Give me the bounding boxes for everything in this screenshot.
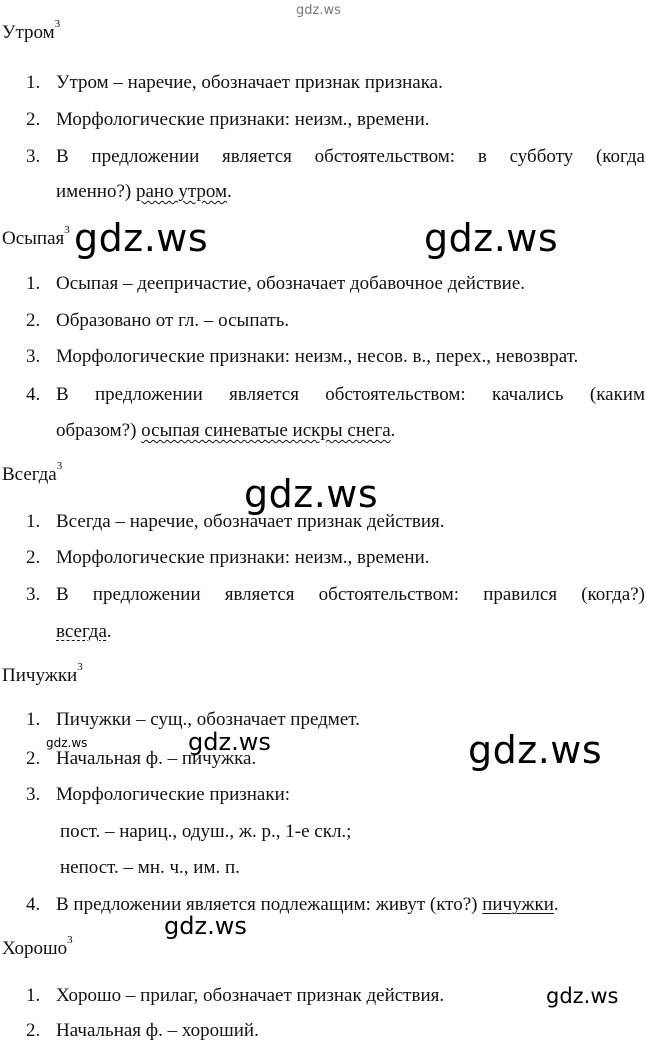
watermark-medium: gdz.ws	[546, 984, 619, 1008]
watermark-large: gdz.ws	[468, 728, 603, 772]
watermark-top: gdz.ws	[296, 3, 341, 18]
section-heading-utrom: Утром$^3$	[2, 18, 61, 43]
watermark-large: gdz.ws	[74, 216, 209, 260]
section-heading-vsegda: Всегда$^3$	[2, 460, 63, 485]
section-heading-pichuzhki: Пичужки$^3$	[2, 661, 83, 686]
watermark-large: gdz.ws	[424, 216, 559, 260]
watermark-medium: gdz.ws	[164, 912, 247, 940]
watermark-medium: gdz.ws	[188, 728, 271, 756]
watermark-small: gdz.ws	[46, 736, 88, 750]
section-heading-khorosho: Хорошо$^3$	[2, 934, 73, 959]
section-heading-osypaya: Осыпая$^3$	[2, 224, 70, 249]
list-item-continuation: всегда.	[56, 621, 112, 642]
watermark-large: gdz.ws	[244, 472, 379, 516]
list-subitem: пост. – нариц., одуш., ж. р., 1-е скл.;	[60, 821, 352, 842]
list-item-continuation: именно?) рано утром.	[56, 181, 232, 202]
list-item-continuation: образом?) осыпая синеватые искры снега.	[56, 420, 396, 441]
list-subitem: непост. – мн. ч., им. п.	[60, 857, 240, 878]
